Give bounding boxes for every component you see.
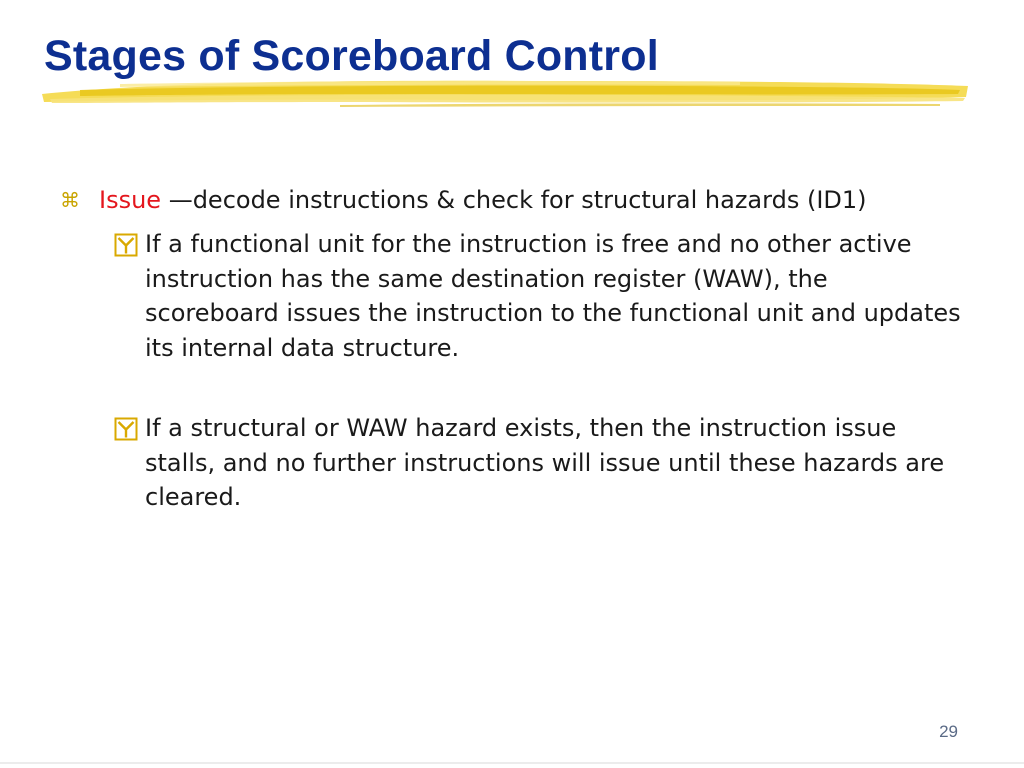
command-bullet-icon: ⌘ bbox=[60, 188, 80, 212]
bullet-description: —decode instructions & check for structural hazards (ID1) bbox=[161, 186, 867, 214]
bullet-keyword: Issue bbox=[99, 186, 162, 214]
checkbox-y-icon bbox=[114, 233, 138, 257]
sub-bullet-hazard-stall bbox=[114, 411, 964, 515]
footer-divider bbox=[0, 762, 1024, 764]
sub-bullet-text: If a functional unit for the instruction is free and no other active instruction has the same destination register (WAW), the scoreboard issues the instruction to the functional unit and updates its internal data structure. bbox=[145, 230, 961, 362]
page-number: 29 bbox=[939, 722, 958, 741]
sub-bullet-text: If a structural or WAW hazard exists, then the instruction issue stalls, and no further instructions will issue until these hazards are cleared. bbox=[145, 414, 945, 511]
checkbox-y-icon bbox=[114, 417, 138, 441]
bullet-issue-text bbox=[99, 183, 867, 217]
slide-title: Stages of Scoreboard Control bbox=[44, 32, 659, 80]
sub-bullet-free-unit bbox=[114, 227, 964, 365]
